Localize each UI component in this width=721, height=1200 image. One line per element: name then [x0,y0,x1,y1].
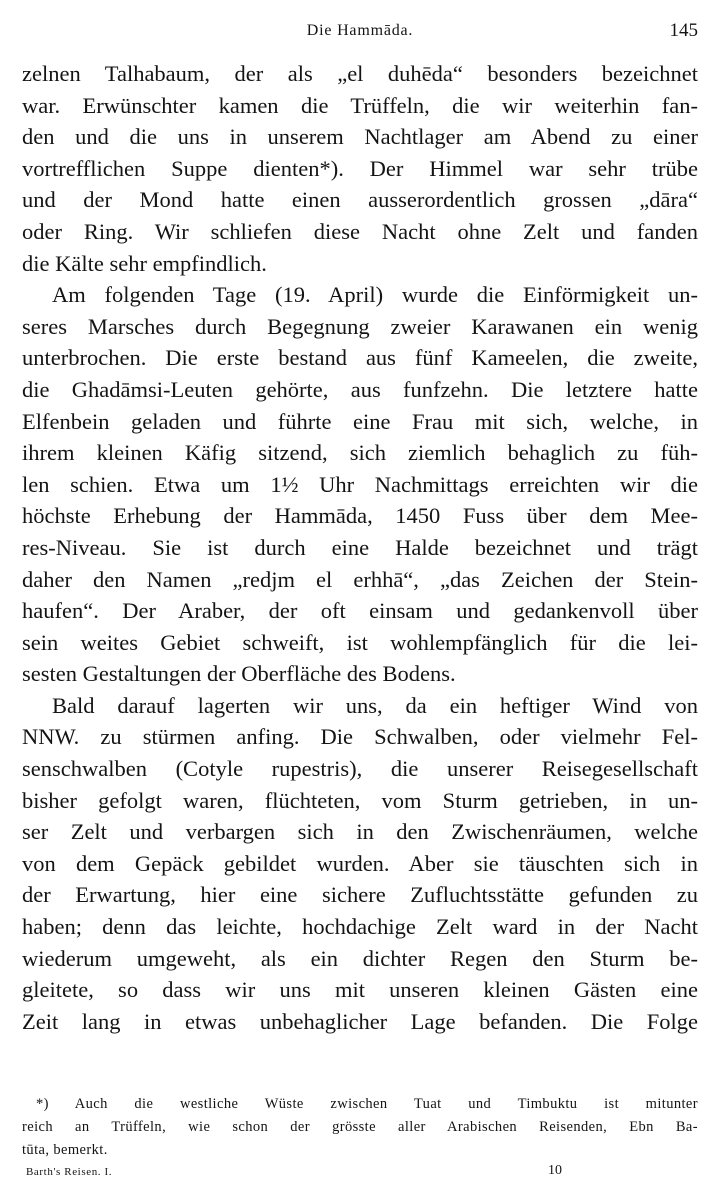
running-title: Die Hammāda. [306,22,414,39]
text-line: res-Niveau. Sie ist durch eine Halde bezeichnet und trägt [22,534,698,560]
body-text [22,58,698,1037]
text-line: bisher gefolgt waren, flüchteten, vom Sturm getrieben, in un- [22,787,698,813]
text-line: Elfenbein geladen und führte eine Frau mit sich, welche, in [22,408,698,434]
text-line: ihrem kleinen Käfig sitzend, sich ziemlich behaglich zu füh- [22,440,698,466]
text-line: gleitete, so dass wir uns mit unseren kleinen Gästen eine [22,977,698,1003]
text-line: ser Zelt und verbargen sich in den Zwischenräumen, welche [22,819,698,845]
text-line: haben; denn das leichte, hochdachige Zelt ward in der Nacht [22,914,698,940]
text-line: Zeit lang in etwas unbehaglicher Lage befanden. Die Folge [22,1008,698,1034]
text-line: der Erwartung, hier eine sichere Zufluchtsstätte gefunden zu [22,882,698,908]
footnote [22,1093,698,1162]
page-header [22,20,698,44]
text-line: die Kälte sehr empfindlich. [22,250,267,276]
text-line: haufen“. Der Araber, der oft einsam und gedankenvoll über [22,598,698,624]
text-line: len schien. Etwa um 1½ Uhr Nachmittags erreichten wir die [22,471,698,497]
signature-number: 10 [548,1163,562,1178]
footnote-line: reich an Trüffeln, wie schon der grösste aller Arabischen Reisenden, Ebn Ba- [22,1119,698,1135]
text-line: wiederum umgeweht, als ein dichter Regen den Sturm be- [22,945,698,971]
footnote-line: tūta, bemerkt. [22,1142,108,1158]
printer-signature: Barth's Reisen. I. [26,1166,113,1178]
text-line: zelnen Talhabaum, der als „el duhēda“ besonders bezeichnet [22,61,698,86]
text-line: sein weites Gebiet schweift, ist wohlempfänglich für die lei- [22,629,698,655]
text-line: oder Ring. Wir schliefen diese Nacht ohne Zelt und fanden [22,218,698,244]
text-line: senschwalben (Cotyle rupestris), die unserer Reisegesellschaft [22,756,698,782]
text-line: von dem Gepäck gebildet wurden. Aber sie täuschten sich in [22,850,698,876]
text-line: Am folgenden Tage (19. April) wurde die Einförmigkeit un- [52,282,698,308]
text-line: war. Erwünschter kamen die Trüffeln, die wir weiterhin fan- [22,92,698,118]
text-line: Bald darauf lagerten wir uns, da ein heftiger Wind von [52,692,698,718]
text-line: den und die uns in unserem Nachtlager am Abend zu einer [22,124,698,150]
text-line: und der Mond hatte einen ausserordentlich grossen „dāra“ [22,187,698,213]
text-line: sesten Gestaltungen der Oberfläche des Bodens. [22,661,456,687]
text-line: höchste Erhebung der Hammāda, 1450 Fuss über dem Mee- [22,503,698,529]
page-number: 145 [669,20,698,41]
text-line: vortrefflichen Suppe dienten*). Der Himmel war sehr trübe [22,155,698,181]
text-line: unterbrochen. Die erste bestand aus fünf Kameelen, die zweite, [22,345,698,371]
text-line: daher den Namen „redjm el erhhā“, „das Zeichen der Stein- [22,566,698,592]
footnote-line: *) Auch die westliche Wüste zwischen Tuat und Timbuktu ist mitunter [36,1096,698,1112]
text-line: seres Marsches durch Begegnung zweier Karawanen ein wenig [22,313,698,339]
text-line: die Ghadāmsi-Leuten gehörte, aus funfzehn. Die letztere hatte [22,376,698,402]
text-line: NNW. zu stürmen anfing. Die Schwalben, oder vielmehr Fel- [22,724,698,750]
